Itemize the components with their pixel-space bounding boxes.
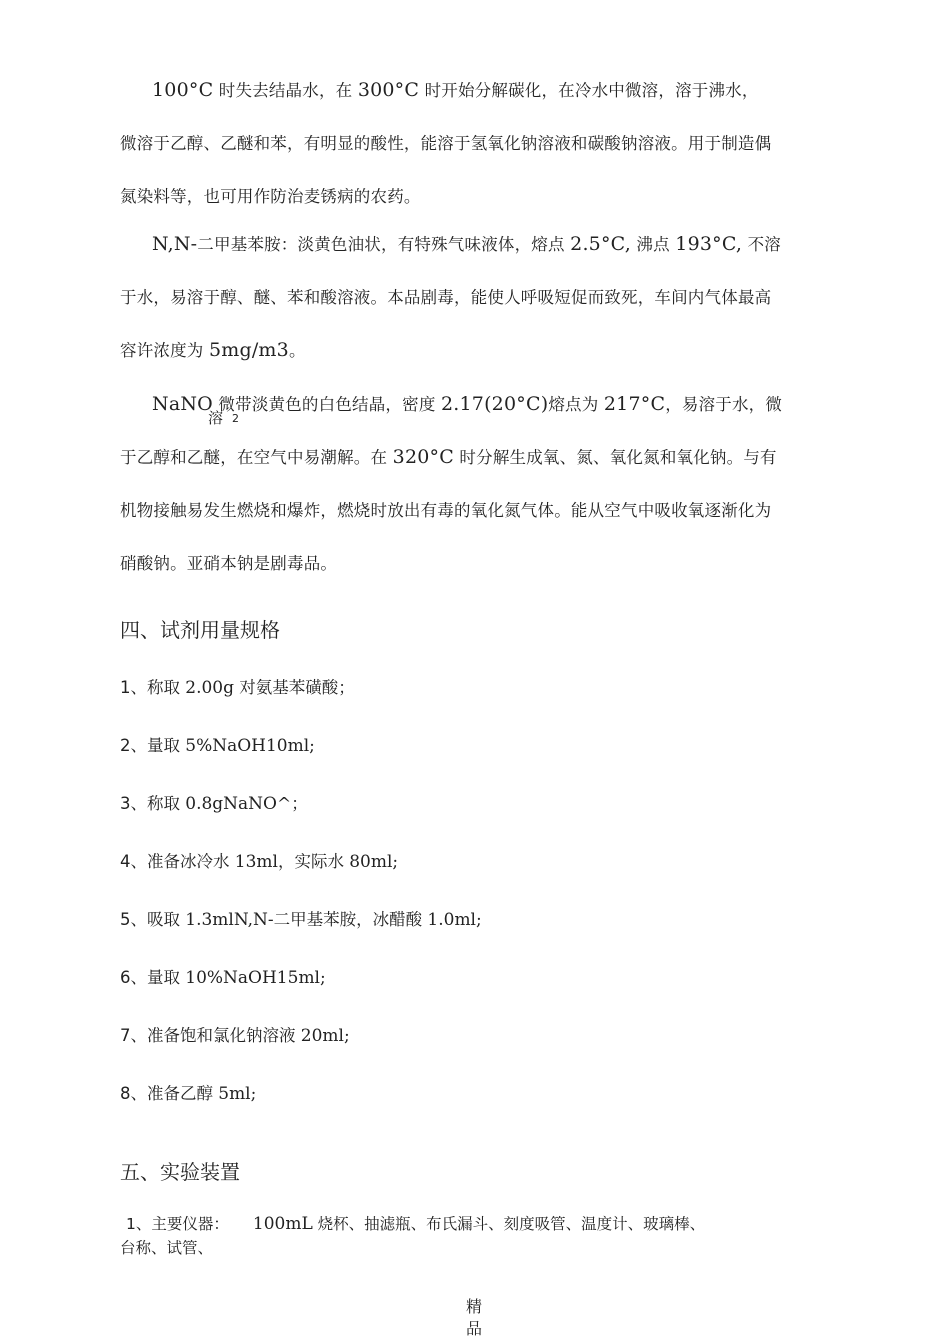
text-line: NaNO 微带淡黄色的白色结晶，密度 2.17(20°C)熔点为 217°C，易溶于水，微 溶 2: [120, 378, 830, 431]
text-line: N,N-二甲基苯胺：淡黄色油状，有特殊气味液体，熔点 2.5°C, 沸点 193°C, 不溶: [152, 233, 782, 255]
list-item: 2、量取 5%NaOH10ml;: [120, 736, 315, 756]
list-item: 5、吸取 1.3mlN,N-二甲基苯胺，冰醋酸 1.0ml;: [120, 910, 482, 930]
paragraph-dimethylaniline: [120, 218, 830, 377]
list-item: 7、准备饱和氯化钠溶液 20ml;: [120, 1026, 350, 1046]
footer-mark: 精 品: [465, 1297, 482, 1338]
text-line: 100°C 时失去结晶水，在 300°C 时开始分解碳化，在冷水中微溶，溶于沸水，: [152, 79, 759, 101]
list-item: 3、称取 0.8gNaNO^；: [120, 794, 308, 814]
text-line: 氮染料等，也可用作防治麦锈病的农药。: [120, 187, 421, 206]
text-line: 于乙醇和乙醚，在空气中易潮解。在 320°C 时分解生成氧、氮、氧化氮和氧化钠。与有: [120, 446, 777, 468]
subscript: 2: [232, 412, 240, 425]
list-item: 8、准备乙醇 5ml;: [120, 1084, 257, 1104]
apparatus-line-cont: 台称、试管、: [120, 1239, 214, 1257]
text-line: 容许浓度为 5mg/m3。: [120, 339, 306, 361]
list-item: 4、准备冰冷水 13ml，实际水 80ml;: [120, 852, 399, 872]
section-heading-reagents: 四、试剂用量规格: [120, 618, 280, 642]
overlap-char: 溶: [208, 409, 224, 427]
text-line: 机物接触易发生燃烧和爆炸，燃烧时放出有毒的氧化氮气体。能从空气中吸收氧逐渐化为: [120, 501, 772, 520]
text-line: 硝酸钠。亚硝本钠是剧毒品。: [120, 554, 338, 573]
list-item: 6、量取 10%NaOH15ml;: [120, 968, 326, 988]
paragraph-sodium-nitrite: [120, 378, 830, 590]
section-heading-apparatus: 五、实验装置: [120, 1160, 240, 1184]
list-item: 1、称取 2.00g 对氨基苯磺酸；: [120, 678, 355, 698]
apparatus-line: 1、主要仪器： 100mL 烧杯、抽滤瓶、布氏漏斗、刻度吸管、温度计、玻璃棒、: [126, 1214, 706, 1234]
text-line: 微溶于乙醇、乙醚和苯，有明显的酸性，能溶于氢氧化钠溶液和碳酸钠溶液。用于制造偶: [120, 134, 772, 153]
text-line: 于水，易溶于醇、醚、苯和酸溶液。本品剧毒，能使人呼吸短促而致死，车间内气体最高: [120, 288, 772, 307]
paragraph-sulfanilic-acid: [120, 64, 830, 223]
